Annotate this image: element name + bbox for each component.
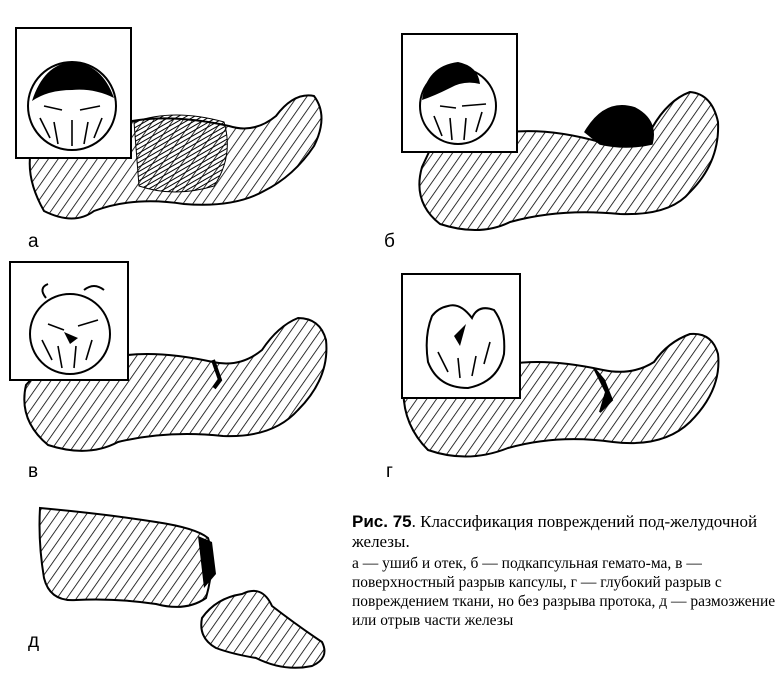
panel-a-contusion	[14, 26, 334, 226]
panel-b-subcapsular-hematoma	[400, 32, 730, 242]
panel-a-label: а	[28, 231, 39, 252]
figure-label: Рис. 75	[352, 512, 412, 531]
panel-b-label: б	[384, 231, 395, 252]
pancreas-main-fragment	[40, 508, 212, 607]
panel-v-label: в	[28, 461, 39, 482]
panel-v-capsule-rupture	[8, 260, 338, 460]
cross-section	[427, 305, 505, 388]
panel-g-deep-rupture	[398, 272, 728, 472]
edema-area	[134, 115, 227, 192]
hematoma	[585, 106, 653, 147]
panel-g-label: г	[386, 461, 393, 482]
panel-d-avulsion	[36, 502, 336, 672]
figure-description: а — ушиб и отек, б — подкапсульная гемато-ма, в — поверхностный разрыв капсулы, г — глубокий разрыв с повреждением ткани, но без разрыва протока, д — размозжение или отрыв части железы	[352, 555, 776, 629]
panel-d-label: д	[28, 631, 40, 652]
cross-section	[30, 294, 110, 374]
figure-title: . Классификация повреждений под-желудочной железы.	[352, 512, 758, 551]
pancreas-tail-fragment	[201, 591, 324, 668]
figure-caption	[352, 512, 778, 630]
